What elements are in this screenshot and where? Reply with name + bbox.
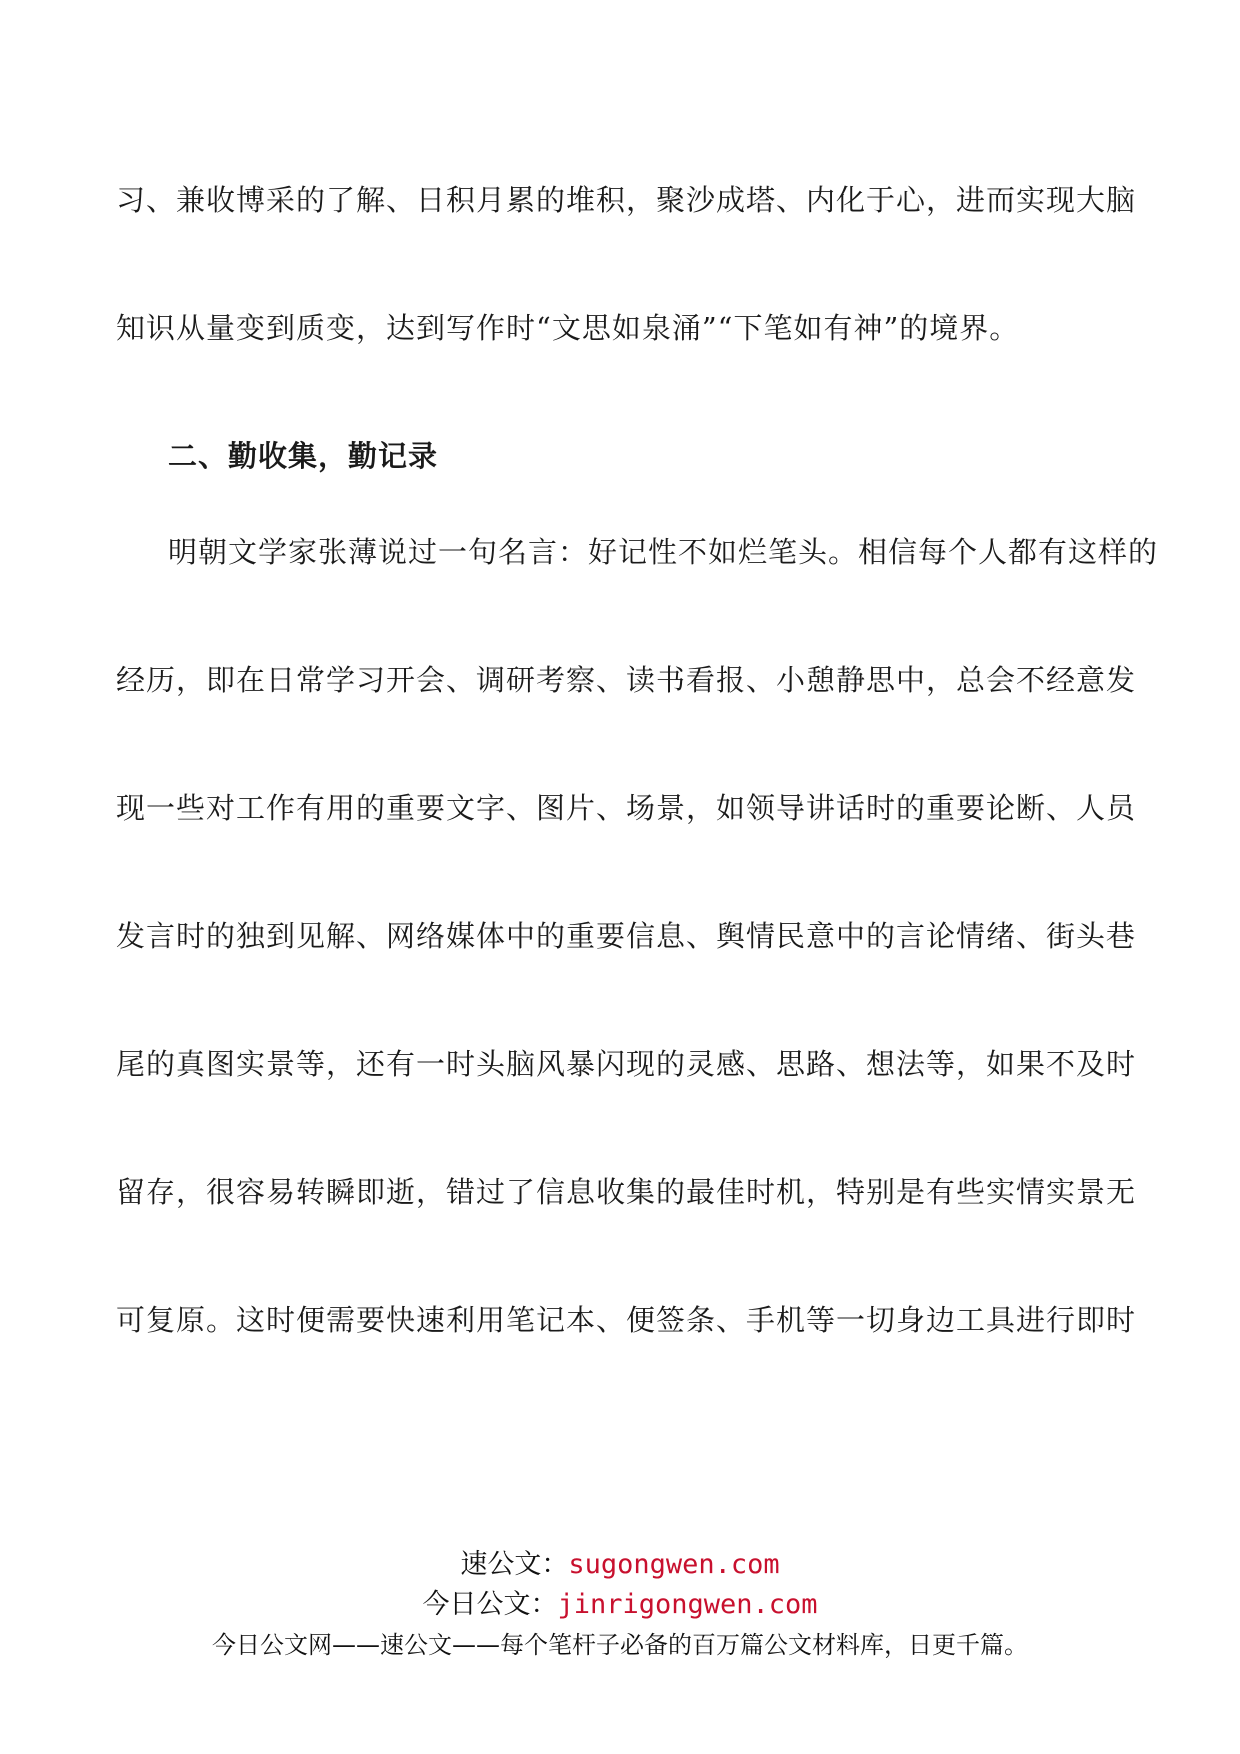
footer-link-jinrigongwen[interactable]: jinrigongwen.com bbox=[557, 1589, 818, 1620]
footer-link-sugongwen[interactable]: sugongwen.com bbox=[568, 1549, 780, 1580]
section-heading: 二、勤收集，勤记录 bbox=[168, 439, 439, 473]
footer-tagline: 今日公文网——速公文——每个笔杆子必备的百万篇公文材料库，日更千篇。 bbox=[212, 1631, 1028, 1659]
body-line-2: 知识从量变到质变，达到写作时“文思如泉涌”“下笔如有神”的境界。 bbox=[116, 311, 1020, 345]
footer-label-sugongwen: 速公文： bbox=[460, 1549, 569, 1580]
paragraph-line-5: 尾的真图实景等，还有一时头脑风暴闪现的灵感、思路、想法等，如果不及时 bbox=[116, 1047, 1137, 1081]
footer-label-jinrigongwen: 今日公文： bbox=[422, 1589, 558, 1620]
paragraph-line-2: 经历，即在日常学习开会、调研考察、读书看报、小憩静思中，总会不经意发 bbox=[116, 663, 1137, 697]
paragraph-line-7: 可复原。这时便需要快速利用笔记本、便签条、手机等一切身边工具进行即时 bbox=[116, 1303, 1137, 1337]
footer-line-jinrigongwen bbox=[0, 1588, 1240, 1622]
paragraph-line-1: 明朝文学家张薄说过一句名言：好记性不如烂笔头。相信每个人都有这样的 bbox=[168, 535, 1159, 569]
paragraph-line-3: 现一些对工作有用的重要文字、图片、场景，如领导讲话时的重要论断、人员 bbox=[116, 791, 1137, 825]
paragraph-line-4: 发言时的独到见解、网络媒体中的重要信息、舆情民意中的言论情绪、街头巷 bbox=[116, 919, 1137, 953]
paragraph-line-6: 留存，很容易转瞬即逝，错过了信息收集的最佳时机，特别是有些实情实景无 bbox=[116, 1175, 1137, 1209]
footer-line-sugongwen bbox=[0, 1548, 1240, 1582]
body-line-1: 习、兼收博采的了解、日积月累的堆积，聚沙成塔、内化于心，进而实现大脑 bbox=[116, 183, 1137, 217]
